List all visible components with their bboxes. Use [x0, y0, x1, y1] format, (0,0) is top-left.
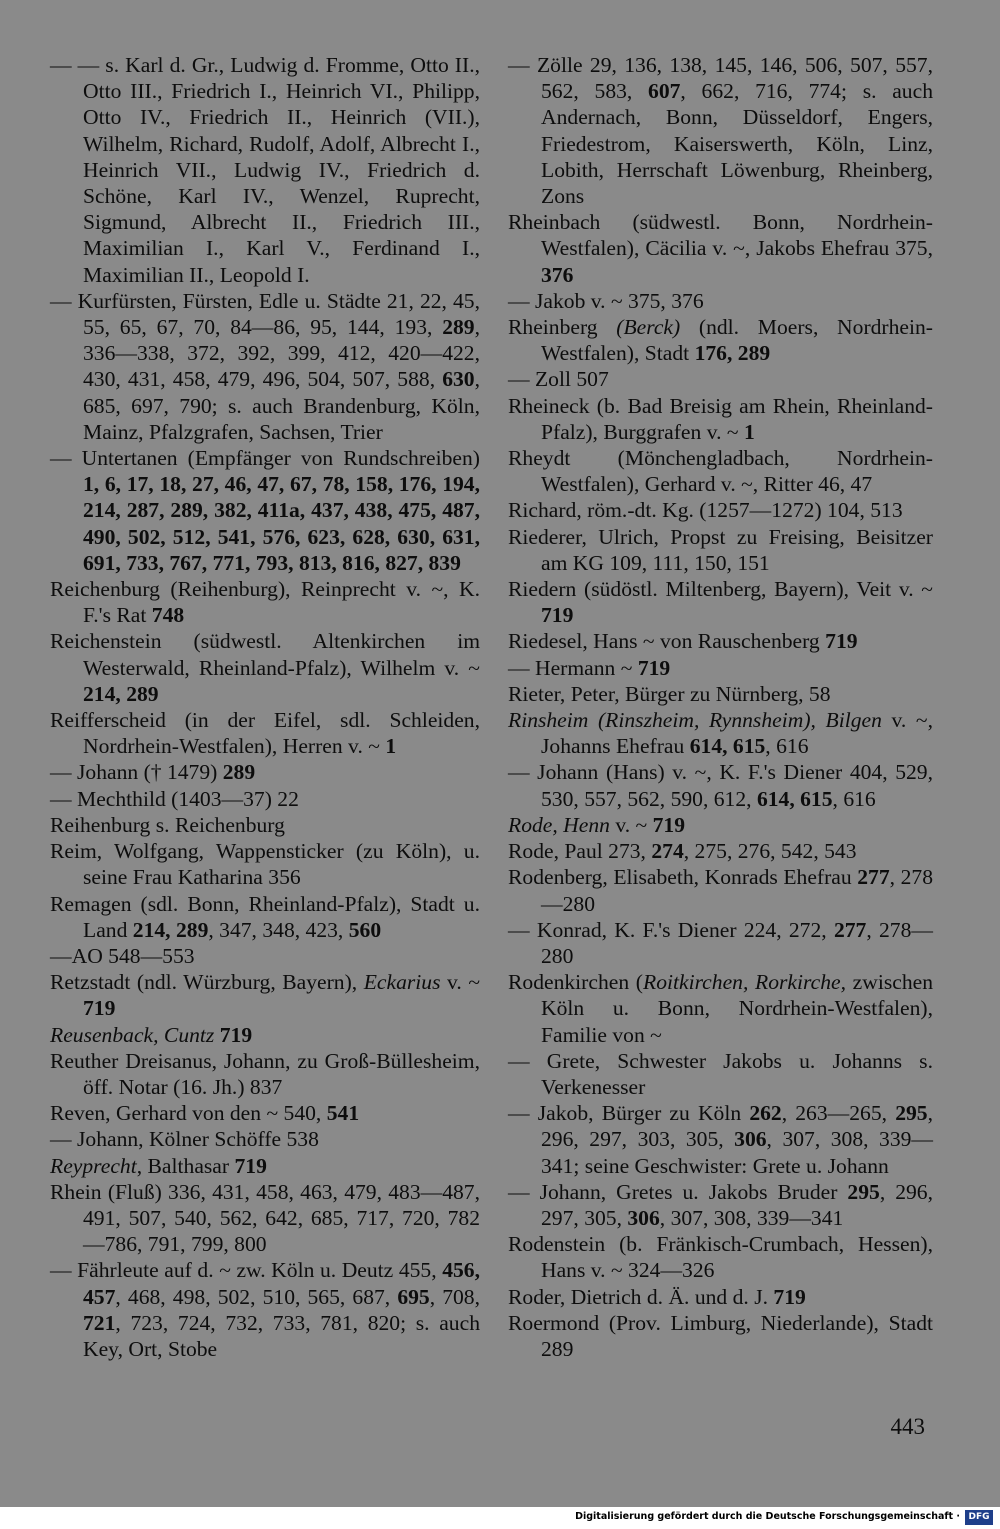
- page-number: 443: [890, 1414, 925, 1439]
- index-entry: [50, 628, 480, 707]
- entry-text: 607: [648, 79, 681, 104]
- index-entry: [508, 759, 933, 811]
- index-entry: [508, 366, 933, 392]
- index-entry: [50, 1153, 480, 1179]
- entry-text: Reifferscheid (in der Eifel, sdl. Schleiden, Nordrhein-Westfalen), Herren v. ~: [50, 708, 480, 759]
- index-entry: [50, 812, 480, 838]
- index-entry: [508, 707, 933, 759]
- index-entry: [50, 576, 480, 628]
- entry-text: 306: [627, 1205, 660, 1230]
- entry-text: 295: [895, 1101, 928, 1126]
- entry-text: , 468, 498, 502, 510, 565, 687,: [115, 1284, 398, 1309]
- entry-text: 176, 289: [694, 341, 771, 366]
- entry-text: 277: [857, 865, 890, 890]
- entry-text: 560: [348, 917, 382, 942]
- index-entry: [508, 969, 933, 1048]
- entry-text: 295: [847, 1179, 880, 1204]
- index-entry: [508, 1048, 933, 1100]
- index-entry: [508, 1231, 933, 1283]
- entry-text: Riederer, Ulrich, Propst zu Freising, Beisitzer am KG 109, 111, 150, 151: [508, 524, 933, 575]
- entry-text: Remagen (sdl. Bonn, Rheinland-Pfalz), Stadt u. Land: [50, 891, 480, 942]
- entry-text: 541: [326, 1101, 360, 1126]
- entry-text: 719: [234, 1153, 267, 1178]
- entry-text: Reusenback, Cuntz: [50, 1022, 215, 1047]
- index-entry: [508, 1310, 933, 1362]
- index-entry: [508, 838, 933, 864]
- entry-text: 614, 615: [689, 734, 766, 759]
- entry-text: Rieter, Peter, Bürger zu Nürnberg, 58: [508, 681, 831, 706]
- entry-text: Retzstadt (ndl. Würzburg, Bayern),: [50, 970, 364, 995]
- entry-text: , 616: [832, 786, 876, 811]
- entry-text: , 307, 308, 339—341: [659, 1205, 844, 1230]
- entry-text: 630: [442, 367, 475, 392]
- entry-text: Rodenkirchen (: [508, 970, 644, 995]
- entry-text: Rheinberg: [508, 315, 617, 340]
- entry-text: 274: [651, 839, 684, 864]
- entry-text: , 296, 297, 305,: [541, 1179, 933, 1230]
- entry-text: , 296, 297, 303, 305,: [541, 1101, 933, 1152]
- index-entry: [508, 209, 933, 288]
- entry-text: 456, 457: [83, 1258, 480, 1309]
- index-entry: [508, 1284, 933, 1310]
- entry-text: Reichenburg (Reihenburg), Reinprecht v. ~, K. F.'s Rat: [50, 577, 480, 628]
- entry-text: , 662, 716, 774; s. auch Andernach, Bonn, Düsseldorf, Engers, Friedestrom, Kaiserswerth, Köln, Linz, Lobith, Herrschaft Löwenburg, Rheinberg, Zons: [541, 79, 933, 209]
- index-entry: [508, 576, 933, 628]
- entry-text: — Konrad, K. F.'s Diener 224, 272,: [508, 917, 834, 942]
- index-entry: [50, 1126, 480, 1152]
- entry-text: , 275, 276, 542, 543: [683, 839, 857, 864]
- entry-text: zwischen Köln u. Bonn, Nordrhein-Westfalen), Familie von ~: [541, 970, 934, 1047]
- entry-text: Reihenburg s. Reichenburg: [50, 812, 285, 837]
- entry-text: — Mechthild (1403—37) 22: [50, 786, 299, 811]
- index-entry: [508, 917, 933, 969]
- entry-text: Reven, Gerhard von den ~ 540,: [50, 1101, 327, 1126]
- index-entry: [50, 838, 480, 890]
- entry-text: 719: [83, 996, 116, 1021]
- index-entry: [50, 52, 480, 288]
- entry-text: — Fährleute auf d. ~ zw. Köln u. Deutz 455,: [50, 1258, 443, 1283]
- footer-credit: Digitalisierung gefördert durch die Deutsche Forschungsgemeinschaft ·: [575, 1511, 960, 1522]
- entry-text: 214, 289: [132, 917, 209, 942]
- index-entry: [508, 52, 933, 209]
- index-entry: [508, 1100, 933, 1179]
- index-entry: [508, 812, 933, 838]
- entry-text: 719: [825, 629, 858, 654]
- index-entry: [508, 628, 933, 654]
- entry-text: 719: [219, 1022, 253, 1047]
- index-entry: [508, 314, 933, 366]
- index-entry: [50, 786, 480, 812]
- entry-text: 719: [541, 603, 574, 628]
- entry-text: — Grete, Schwester Jakobs u. Johanns s. Verkenesser: [508, 1048, 933, 1099]
- entry-text: , 278—280: [541, 865, 933, 916]
- entry-text: , 685, 697, 790; s. auch Brandenburg, Köln, Mainz, Pfalzgrafen, Sachsen, Trier: [83, 367, 480, 444]
- entry-text: — Hermann ~: [508, 655, 638, 680]
- entry-text: — — s. Karl d. Gr., Ludwig d. Fromme, Otto II., Otto III., Friedrich I., Heinrich VI., Philipp, Otto IV., Friedrich II., Heinrich (VII.), Wilhelm, Richard, Rudolf, Adolf, Albrecht I., Heinrich VII., Ludwig IV., Friedrich d. Schöne, Karl IV., Wenzel, Ruprecht, Sigmund, Albrecht II., Friedrich III., Maximilian I., Karl V., Ferdinand I., Maximilian II., Leopold I.: [50, 53, 480, 287]
- entry-text: (Berck): [616, 315, 681, 340]
- entry-text: — Untertanen (Empfänger von Rundschreiben): [50, 446, 480, 471]
- entry-text: 719: [637, 655, 671, 680]
- entry-text: Roermond (Prov. Limburg, Niederlande), Stadt 289: [508, 1310, 933, 1361]
- entry-text: 277: [833, 917, 867, 942]
- entry-text: — Kurfürsten, Fürsten, Edle u. Städte 21, 22, 45, 55, 65, 67, 70, 84—86, 95, 144, 193,: [50, 288, 480, 340]
- entry-text: Rode, Paul 273,: [508, 839, 652, 864]
- index-entry: [50, 1048, 480, 1100]
- entry-text: — Jakob, Bürger zu Köln: [508, 1101, 750, 1126]
- entry-text: Roder, Dietrich d. Ä. und d. J.: [508, 1284, 774, 1309]
- entry-text: Reyprecht: [50, 1153, 137, 1178]
- entry-text: , 307, 308, 339—341; seine Geschwister: Grete u. Johann: [541, 1127, 934, 1178]
- entry-text: Reim, Wolfgang, Wappensticker (zu Köln), u. seine Frau Katharina 356: [50, 839, 480, 890]
- index-entry: [508, 681, 933, 707]
- entry-text: Rheineck (b. Bad Breisig am Rhein, Rheinland-Pfalz), Burggrafen v. ~: [508, 393, 933, 444]
- entry-text: —AO 548—553: [50, 943, 195, 968]
- entry-text: — Johann, Gretes u. Jakobs Bruder: [508, 1179, 848, 1204]
- index-entry: [508, 445, 933, 497]
- entry-text: , 708,: [429, 1284, 481, 1309]
- entry-text: Rodenberg, Elisabeth, Konrads Ehefrau: [508, 865, 858, 890]
- index-entry: [508, 393, 933, 445]
- entry-text: v. ~, Johanns Ehefrau: [541, 708, 933, 759]
- entry-text: 214, 289: [83, 681, 159, 706]
- index-entry: [508, 524, 933, 576]
- index-entry: [50, 759, 480, 785]
- entry-text: Riedesel, Hans ~ von Rauschenberg: [508, 629, 826, 654]
- entry-text: Richard, röm.-dt. Kg. (1257—1272) 104, 513: [508, 498, 903, 523]
- entry-text: 748: [151, 603, 185, 628]
- entry-text: , 278—280: [541, 917, 933, 968]
- entry-text: 262: [749, 1101, 782, 1126]
- entry-text: 376: [541, 262, 574, 287]
- entry-text: , 263—265,: [781, 1101, 896, 1126]
- entry-text: v. ~: [609, 812, 653, 837]
- entry-text: 614, 615: [756, 786, 833, 811]
- entry-text: 289: [442, 315, 475, 340]
- entry-text: Reuther Dreisanus, Johann, zu Groß-Büllesheim, öff. Notar (16. Jh.) 837: [50, 1048, 480, 1099]
- index-entry: [508, 864, 933, 916]
- entry-text: 695: [397, 1284, 430, 1309]
- entry-text: — Johann (Hans) v. ~, K. F.'s Diener 404, 529, 530, 557, 562, 590, 612,: [508, 760, 933, 811]
- index-entry: [50, 1100, 480, 1126]
- entry-text: Rheinbach (südwestl. Bonn, Nordrhein-Westfalen), Cäcilia v. ~, Jakobs Ehefrau 375,: [508, 210, 933, 261]
- entry-text: Eckarius: [363, 970, 441, 995]
- index-entry: [50, 943, 480, 969]
- entry-text: — Zölle 29, 136, 138, 145, 146, 506, 507, 557, 562, 583,: [508, 53, 933, 104]
- entry-text: 721: [83, 1310, 116, 1335]
- entry-text: Rheydt (Mönchengladbach, Nordrhein-Westfalen), Gerhard v. ~, Ritter 46, 47: [508, 446, 933, 497]
- entry-text: Rodenstein (b. Fränkisch-Crumbach, Hessen), Hans v. ~ 324—326: [508, 1232, 933, 1283]
- index-entry: [50, 891, 480, 943]
- index-entry: [50, 445, 480, 576]
- entry-text: , 723, 724, 732, 733, 781, 820; s. auch Key, Ort, Stobe: [83, 1310, 480, 1361]
- digitization-footer: [0, 1507, 1000, 1529]
- index-entry: [508, 655, 933, 681]
- entry-text: , 616: [765, 734, 809, 759]
- index-entry: [508, 288, 933, 314]
- index-entry: [508, 497, 933, 523]
- entry-text: — Zoll 507: [508, 367, 609, 392]
- entry-text: Roitkirchen, Rorkirche,: [643, 970, 846, 995]
- index-entry: [50, 288, 480, 445]
- entry-text: — Johann, Kölner Schöffe 538: [50, 1127, 319, 1152]
- index-column-right: [508, 52, 933, 1362]
- index-entry: [508, 1179, 933, 1231]
- entry-text: Rhein (Fluß) 336, 431, 458, 463, 479, 483—487, 491, 507, 540, 562, 642, 685, 717, 720, 782—786, 791, 799, 800: [50, 1179, 480, 1257]
- entry-text: 719: [652, 812, 686, 837]
- index-entry: [50, 707, 480, 759]
- entry-text: — Jakob v. ~ 375, 376: [508, 288, 704, 313]
- entry-text: Reichenstein (südwestl. Altenkirchen im Westerwald, Rheinland-Pfalz), Wilhelm v. ~: [50, 629, 480, 680]
- entry-text: Rinsheim (Rinszheim, Rynnsheim), Bilgen: [508, 708, 882, 733]
- entry-text: 1: [743, 419, 755, 444]
- entry-text: 719: [773, 1284, 806, 1309]
- entry-text: Rode, Henn: [508, 812, 610, 837]
- entry-text: 289: [222, 760, 256, 785]
- index-entry: [50, 1257, 480, 1362]
- entry-text: 306: [734, 1127, 767, 1152]
- index-entry: [50, 1022, 480, 1048]
- index-column-left: [50, 52, 480, 1362]
- entry-text: Riedern (südöstl. Miltenberg, Bayern), Veit v. ~: [508, 577, 933, 602]
- entry-text: , 336—338, 372, 392, 399, 412, 420—422, 430, 431, 458, 479, 496, 504, 507, 588,: [83, 315, 480, 392]
- entry-text: — Johann († 1479): [50, 760, 223, 785]
- entry-text: , Balthasar: [136, 1153, 235, 1178]
- index-entry: [50, 1179, 480, 1258]
- index-entry: [50, 969, 480, 1021]
- entry-text: , 347, 348, 423,: [208, 917, 349, 942]
- dfg-logo: DFG: [965, 1510, 993, 1525]
- entry-text: 1: [385, 734, 397, 759]
- entry-text: (ndl. Moers, Nordrhein-Westfalen), Stadt: [541, 315, 933, 366]
- entry-text: v. ~: [440, 970, 480, 995]
- entry-text: 1, 6, 17, 18, 27, 46, 47, 67, 78, 158, 176, 194, 214, 287, 289, 382, 411a, 437, 438, 475, 487, 490, 502, 512, 541, 576, 623, 628, 630, 631, 691, 733, 767, 771, 793, 813, 816, 827, 839: [83, 472, 480, 575]
